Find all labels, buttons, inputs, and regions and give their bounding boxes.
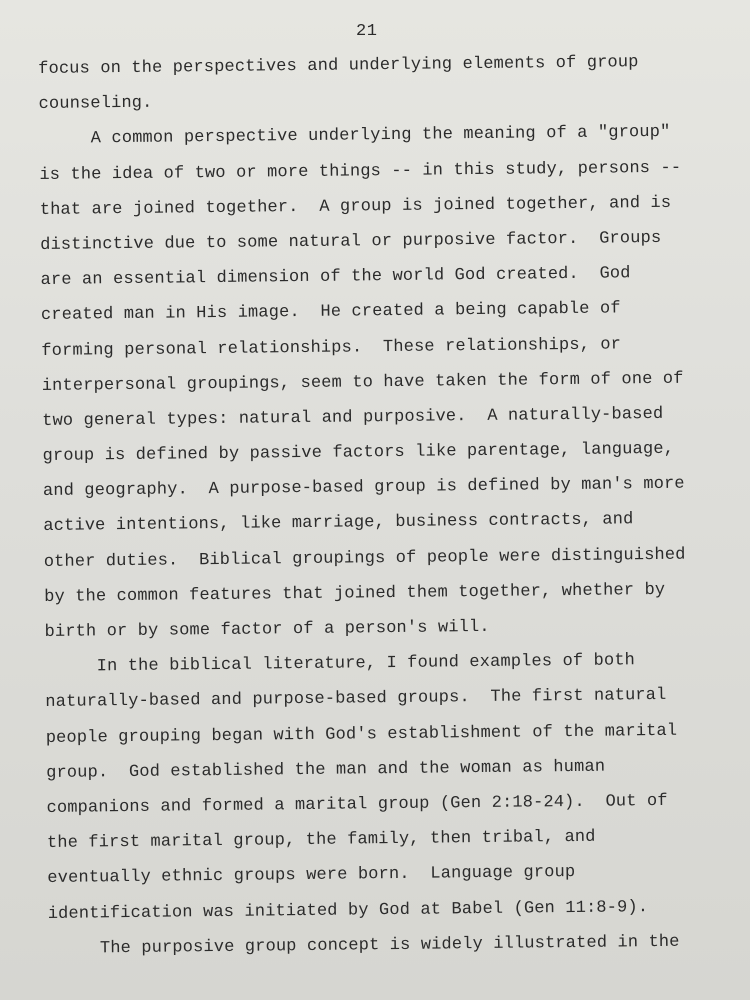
body-text: [38, 44, 738, 967]
text-line: distinctive due to some natural or purposive factor. Groups: [40, 228, 662, 255]
text-line: other duties. Biblical groupings of people were distinguished: [43, 545, 686, 572]
text-line: active intentions, like marriage, business contracts, and: [43, 510, 634, 537]
text-line: by the common features that joined them together, whether by: [44, 580, 666, 607]
text-line: two general types: natural and purposive. A naturally-based: [42, 404, 664, 431]
text-line: companions and formed a marital group (Gen 2:18-24). Out of: [46, 791, 668, 818]
text-line: identification was initiated by God at Babel (Gen 11:8-9).: [47, 897, 649, 924]
text-line: that are joined together. A group is joined together, and is: [39, 193, 672, 220]
text-line: people grouping began with God's establishment of the marital: [45, 721, 678, 748]
text-line: naturally-based and purpose-based groups. The first natural: [45, 686, 667, 713]
text-line: and geography. A purpose-based group is defined by man's more: [42, 474, 685, 502]
text-line: created man in His image. He created a being capable of: [40, 299, 621, 326]
text-line: group is defined by passive factors like parentage, language,: [42, 439, 675, 467]
text-line: The purposive group concept is widely illustrated in the: [48, 932, 680, 959]
text-line: group. God established the man and the woman as human: [46, 757, 606, 783]
text-line: birth or by some factor of a person's will.: [44, 617, 490, 642]
text-line: counseling.: [38, 93, 153, 115]
text-line: In the biblical literature, I found examples of both: [44, 651, 636, 678]
page-number: 21: [356, 22, 378, 41]
text-line: focus on the perspectives and underlying elements of group: [38, 53, 639, 79]
text-line: is the idea of two or more things -- in this study, persons --: [39, 158, 682, 185]
text-line: are an essential dimension of the world God created. God: [40, 264, 631, 291]
text-line: interpersonal groupings, seem to have taken the form of one of: [41, 369, 684, 396]
text-line: eventually ethnic groups were born. Language group: [47, 863, 576, 889]
text-line: A common perspective underlying the meaning of a "group": [38, 123, 671, 150]
text-line: the first marital group, the family, then tribal, and: [46, 827, 596, 854]
text-line: forming personal relationships. These relationships, or: [41, 334, 622, 361]
